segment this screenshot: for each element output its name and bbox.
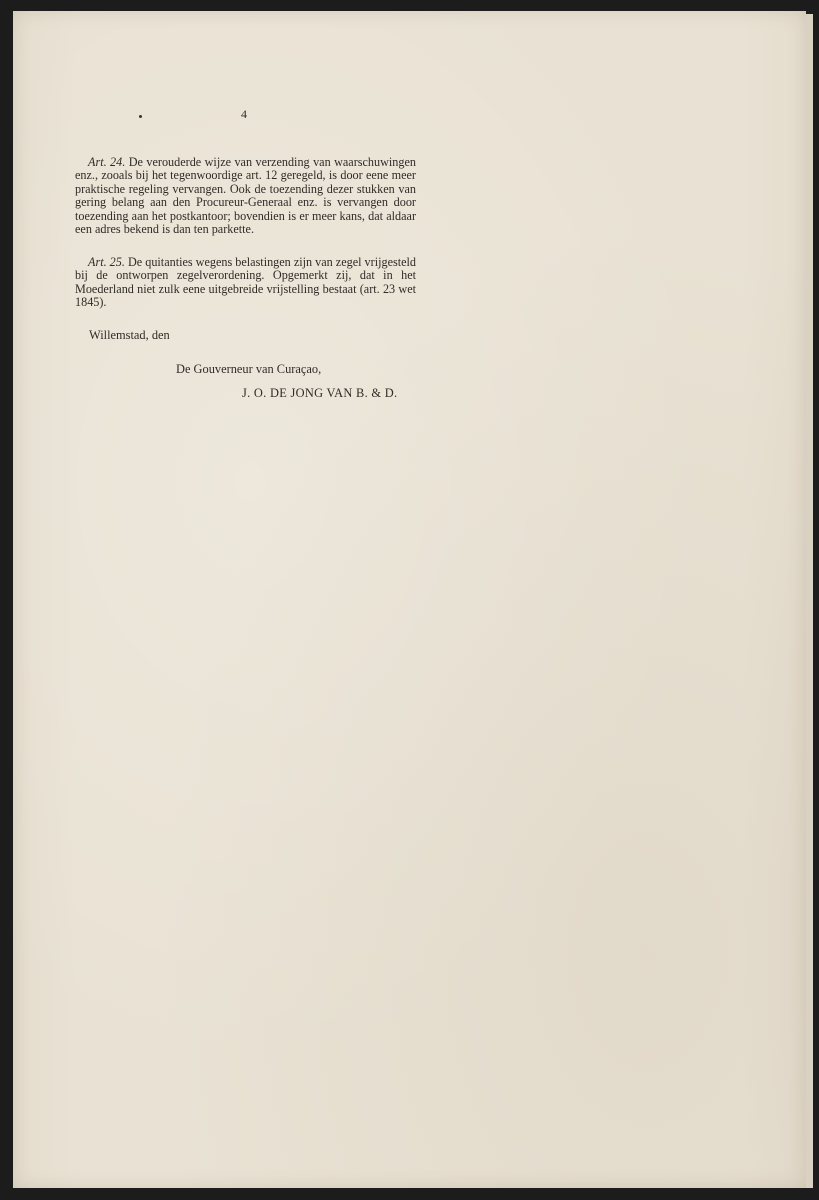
article-24-label: Art. 24. [88,155,126,169]
ink-dot [139,115,142,118]
page-edge [806,14,813,1188]
place-date-line: Willemstad, den [89,328,170,342]
article-25-text: De quitanties wegens belastingen zijn van zegel vrijgesteld bij de ontworpen zegelverordening. Opgemerkt zij, dat in het Moederland niet zulk eene uitgebreide vrijstelling bestaat (art. 23 wet 1845). [75,255,417,310]
article-24-text: De verouderde wijze van verzending van waarschuwingen enz., zooals bij het tegenwoordige art. 12 geregeld, is door eene meer praktische regeling vervangen. Ook de toezending dezer stukken van gering belang aan den Procureur-Generaal enz. is vervangen door toezending aan het postkantoor; bovendien is er meer kans, dat aldaar een adres bekend is dan ten parkette. [75,155,416,237]
article-25-label: Art. 25. [88,255,125,269]
signature-name: J. O. DE JONG VAN B. & D. [242,386,398,400]
article-24-paragraph [75,156,416,236]
governor-title: De Gouverneur van Curaçao, [176,362,322,376]
page-number: 4 [241,107,247,121]
article-25-paragraph [75,256,416,310]
